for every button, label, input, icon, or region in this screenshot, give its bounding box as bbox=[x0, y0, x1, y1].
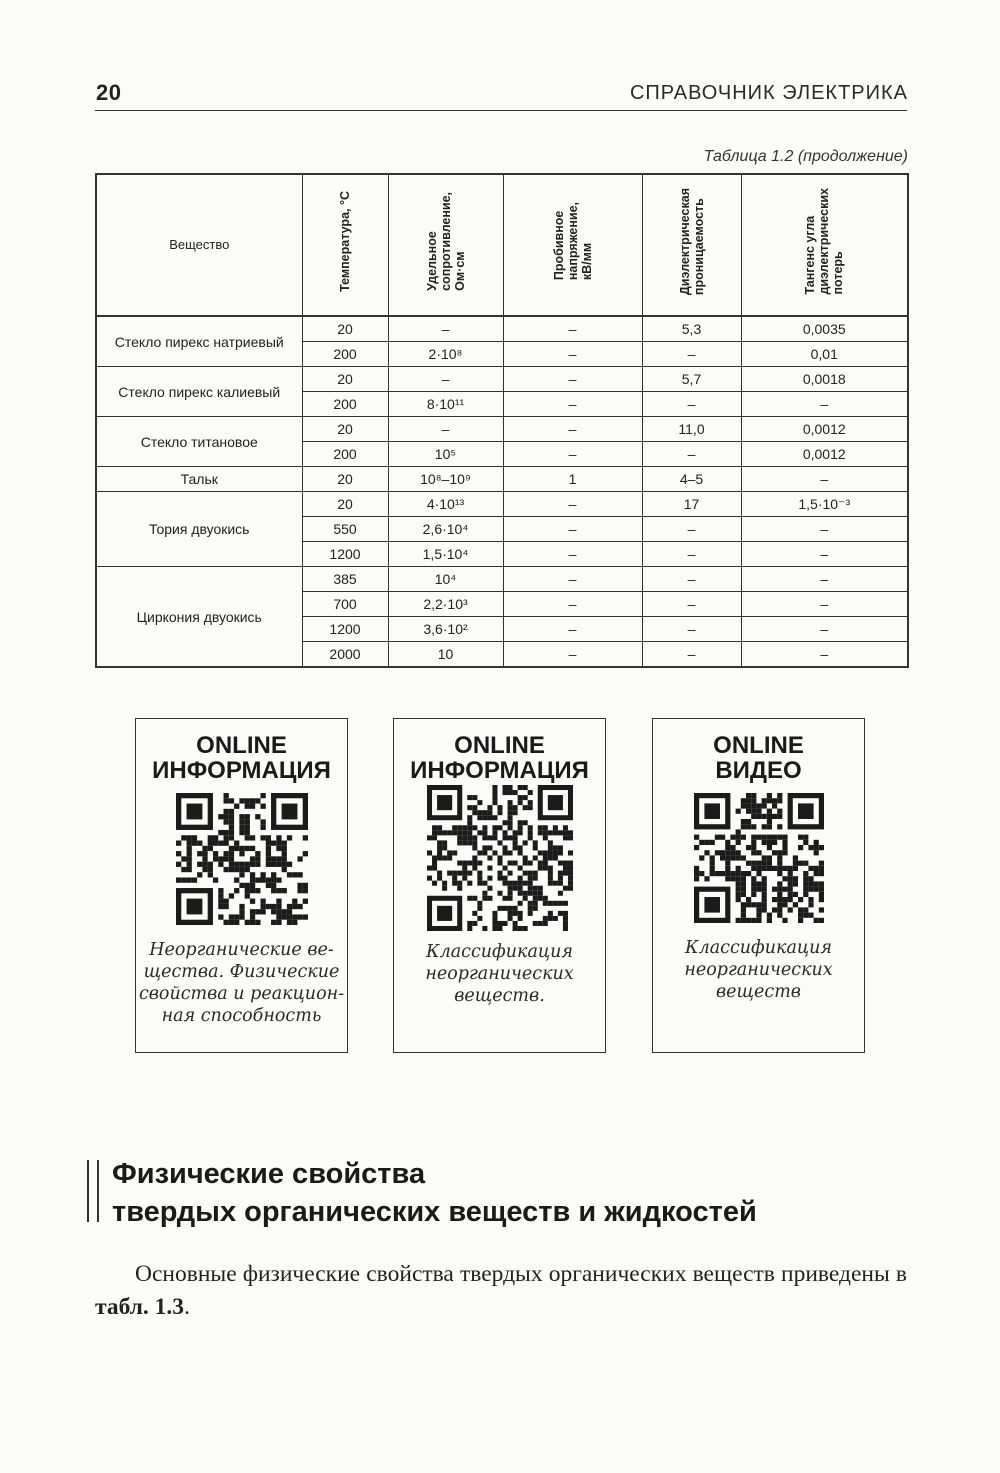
table-cell: 5,7 bbox=[642, 367, 741, 392]
column-header-resistivity bbox=[388, 174, 503, 316]
table-cell: – bbox=[741, 467, 908, 492]
page-number: 20 bbox=[96, 80, 122, 105]
table-reference-link[interactable]: табл. 1.3 bbox=[95, 1294, 185, 1320]
column-header-temperature-label: Температура, °С bbox=[338, 191, 352, 292]
table-cell: 1,5·10⁴ bbox=[388, 542, 503, 567]
table-cell: 2·10⁸ bbox=[388, 342, 503, 367]
substance-cell: Тальк bbox=[96, 467, 302, 492]
table-cell: 1200 bbox=[302, 542, 388, 567]
table-row bbox=[96, 492, 908, 517]
column-header-permittivity-label: Диэлектрическая проницаемость bbox=[677, 187, 706, 296]
table-cell: – bbox=[503, 392, 642, 417]
table-cell: 700 bbox=[302, 592, 388, 617]
table-cell: – bbox=[388, 316, 503, 342]
qr-code-icon[interactable] bbox=[176, 793, 308, 925]
table-cell: – bbox=[503, 316, 642, 342]
table-body bbox=[96, 316, 908, 667]
qr-card-2[interactable] bbox=[393, 718, 606, 1053]
table-cell: 2,2·10³ bbox=[388, 592, 503, 617]
qr-card-title: ONLINE ВИДЕО bbox=[713, 732, 804, 784]
table-cell: – bbox=[642, 617, 741, 642]
table-cell: 1,5·10⁻³ bbox=[741, 492, 908, 517]
table-cell: 3,6·10² bbox=[388, 617, 503, 642]
qr-card-title: ONLINE ИНФОРМАЦИЯ bbox=[152, 732, 331, 784]
table-cell: – bbox=[741, 392, 908, 417]
table-cell: – bbox=[741, 542, 908, 567]
table-cell: 20 bbox=[302, 316, 388, 342]
table-header-row bbox=[96, 174, 908, 316]
running-header: СПРАВОЧНИК ЭЛЕКТРИКА bbox=[629, 82, 908, 104]
table-cell: 8·10¹¹ bbox=[388, 392, 503, 417]
table-cell: – bbox=[503, 492, 642, 517]
qr-card-description: Классификация неорганических веществ bbox=[684, 938, 833, 1002]
table-cell: 10⁴ bbox=[388, 567, 503, 592]
table-cell: – bbox=[503, 567, 642, 592]
table-cell: 0,0012 bbox=[741, 442, 908, 467]
column-header-breakdown-voltage-label: Пробивное напряжение, кВ/мм bbox=[551, 202, 594, 281]
table-cell: 4–5 bbox=[642, 467, 741, 492]
table-cell: 200 bbox=[302, 392, 388, 417]
substance-cell: Стекло пирекс калиевый bbox=[96, 367, 302, 417]
column-header-permittivity bbox=[642, 174, 741, 316]
table-row bbox=[96, 467, 908, 492]
table-cell: – bbox=[741, 592, 908, 617]
table-cell: 1 bbox=[503, 467, 642, 492]
table-cell: 0,01 bbox=[741, 342, 908, 367]
qr-card-title: ONLINE ИНФОРМАЦИЯ bbox=[410, 732, 589, 784]
table-row bbox=[96, 367, 908, 392]
table-cell: – bbox=[503, 542, 642, 567]
substance-cell: Стекло пирекс натриевый bbox=[96, 316, 302, 367]
substance-cell: Циркония двуокись bbox=[96, 567, 302, 668]
table-cell: – bbox=[741, 567, 908, 592]
table-cell: 10⁵ bbox=[388, 442, 503, 467]
qr-card-description: Классификация неорганических веществ. bbox=[425, 942, 574, 1006]
table-cell: 20 bbox=[302, 367, 388, 392]
substance-cell: Стекло титановое bbox=[96, 417, 302, 467]
table-cell: – bbox=[503, 342, 642, 367]
qr-code-icon[interactable] bbox=[427, 785, 573, 931]
table-cell: – bbox=[741, 517, 908, 542]
table-caption: Таблица 1.2 (продолжение) bbox=[703, 148, 908, 165]
table-row bbox=[96, 316, 908, 342]
table-cell: 4·10¹³ bbox=[388, 492, 503, 517]
table-cell: – bbox=[642, 542, 741, 567]
table-cell: 1200 bbox=[302, 617, 388, 642]
table-row bbox=[96, 417, 908, 442]
column-header-breakdown-voltage bbox=[503, 174, 642, 316]
section-marker bbox=[87, 1160, 99, 1222]
substance-cell: Тория двуокись bbox=[96, 492, 302, 567]
body-text-end: . bbox=[184, 1294, 190, 1320]
table-cell: 0,0035 bbox=[741, 316, 908, 342]
table-cell: – bbox=[642, 592, 741, 617]
column-header-substance: Вещество bbox=[96, 174, 302, 316]
qr-code-icon[interactable] bbox=[694, 793, 824, 923]
table-cell: – bbox=[642, 442, 741, 467]
section-heading: Физические свойства твердых органических веществ и жидкостей bbox=[112, 1158, 757, 1228]
table-cell: 10⁸–10⁹ bbox=[388, 467, 503, 492]
table-cell: – bbox=[503, 517, 642, 542]
column-header-loss-tangent bbox=[741, 174, 908, 316]
table-cell: 0,0012 bbox=[741, 417, 908, 442]
table-cell: – bbox=[503, 367, 642, 392]
table-cell: – bbox=[503, 642, 642, 668]
table-cell: – bbox=[741, 617, 908, 642]
table-cell: 17 bbox=[642, 492, 741, 517]
table-cell: – bbox=[642, 517, 741, 542]
table-cell: 20 bbox=[302, 417, 388, 442]
table-cell: 2,6·10⁴ bbox=[388, 517, 503, 542]
table-cell: – bbox=[388, 417, 503, 442]
column-header-loss-tangent-label: Тангенс угла диэлектрических потерь bbox=[803, 188, 846, 295]
body-paragraph bbox=[95, 1258, 907, 1324]
table-cell: – bbox=[741, 642, 908, 668]
properties-table bbox=[95, 173, 909, 668]
table-cell: 0,0018 bbox=[741, 367, 908, 392]
table-cell: – bbox=[503, 617, 642, 642]
table-cell: 200 bbox=[302, 442, 388, 467]
column-header-temperature bbox=[302, 174, 388, 316]
table-row bbox=[96, 567, 908, 592]
qr-card-description: Неорганические ве- щества. Физические свойства и реакцион- ная способность bbox=[138, 940, 345, 1026]
table-cell: 5,3 bbox=[642, 316, 741, 342]
table-cell: 550 bbox=[302, 517, 388, 542]
table-cell: 385 bbox=[302, 567, 388, 592]
table-cell: – bbox=[503, 417, 642, 442]
table-cell: 200 bbox=[302, 342, 388, 367]
table-cell: – bbox=[503, 592, 642, 617]
table-cell: – bbox=[642, 342, 741, 367]
table-cell: 20 bbox=[302, 467, 388, 492]
table-cell: 2000 bbox=[302, 642, 388, 668]
table-cell: – bbox=[642, 642, 741, 668]
table-cell: 10 bbox=[388, 642, 503, 668]
table-cell: – bbox=[642, 392, 741, 417]
body-text-start: Основные физические свойства твердых органических веществ приведены в bbox=[135, 1261, 907, 1287]
table-cell: 20 bbox=[302, 492, 388, 517]
table-cell: 11,0 bbox=[642, 417, 741, 442]
table-cell: – bbox=[503, 442, 642, 467]
table-cell: – bbox=[388, 367, 503, 392]
qr-card-1[interactable] bbox=[135, 718, 348, 1053]
table-cell: – bbox=[642, 567, 741, 592]
header-rule bbox=[95, 110, 907, 111]
column-header-resistivity-label: Удельное сопротивление, Ом·см bbox=[424, 192, 467, 291]
qr-card-3[interactable] bbox=[652, 718, 865, 1053]
